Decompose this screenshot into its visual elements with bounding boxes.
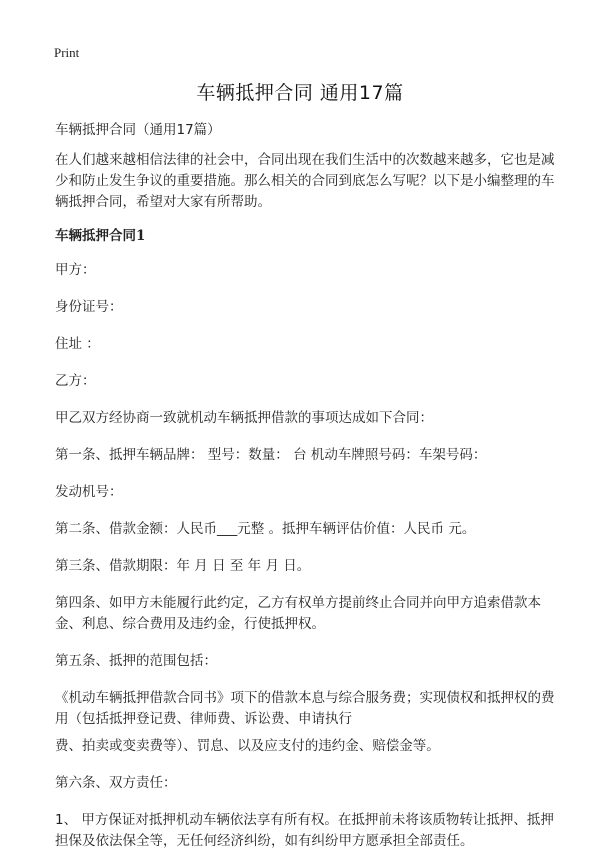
paragraph-article-6: 第六条、双方责任：	[55, 775, 177, 791]
paragraph-article-2: 第二条、借款金额：人民币___元整 。抵押车辆评估价值：人民币 元。	[55, 521, 476, 537]
document-body	[55, 120, 555, 852]
document-subtitle: 车辆抵押合同（通用17篇）	[55, 122, 221, 138]
paragraph-address: 住址 ：	[55, 336, 100, 352]
paragraph-article-4: 第四条、如甲方未能履行此约定，乙方有权单方提前终止合同并向甲方追索借款本金、利息、综合费用及违约金，行使抵押权。	[55, 595, 541, 632]
paragraph-article-3: 第三条、借款期限：年 月 日 至 年 月 日。	[55, 558, 311, 574]
paragraph-article-1: 第一条、抵押车辆品牌： 型号：数量： 台 机动车牌照号码：车架号码：	[55, 447, 487, 463]
print-label: Print	[54, 45, 80, 60]
paragraph-agreement: 甲乙双方经协商一致就机动车辆抵押借款的事项达成如下合同：	[55, 410, 433, 426]
intro-paragraph: 在人们越来越相信法律的社会中，合同出现在我们生活中的次数越来越多，它也是减少和防止发生争议的重要措施。那么相关的合同到底怎么写呢？以下是小编整理的车辆抵押合同，希望对大家有所帮助。	[55, 152, 555, 210]
paragraph-party-b: 乙方：	[55, 373, 96, 389]
paragraph-scope-2: 费、拍卖或变卖费等）、罚息、以及应支付的违约金、赔偿金等。	[55, 738, 440, 754]
paragraph-scope-1: 《机动车辆抵押借款合同书》项下的借款本息与综合服务费；实现债权和抵押权的费用（包括抵押登记费、律师费、诉讼费、申请执行	[55, 690, 555, 727]
section-heading: 车辆抵押合同1	[55, 228, 146, 244]
paragraph-article-5: 第五条、抵押的范围包括：	[55, 653, 217, 669]
paragraph-id-number: 身份证号：	[55, 299, 123, 315]
paragraph-engine-number: 发动机号：	[55, 484, 123, 500]
paragraph-party-a: 甲方：	[55, 262, 96, 278]
paragraph-responsibility-1: 1、 甲方保证对抵押机动车辆依法享有所有权。在抵押前未将该质物转让抵押、抵押担保及依法保全等，无任何经济纠纷，如有纠纷甲方愿承担全部责任。	[55, 812, 554, 849]
document-title: 车辆抵押合同 通用17篇	[196, 82, 404, 104]
